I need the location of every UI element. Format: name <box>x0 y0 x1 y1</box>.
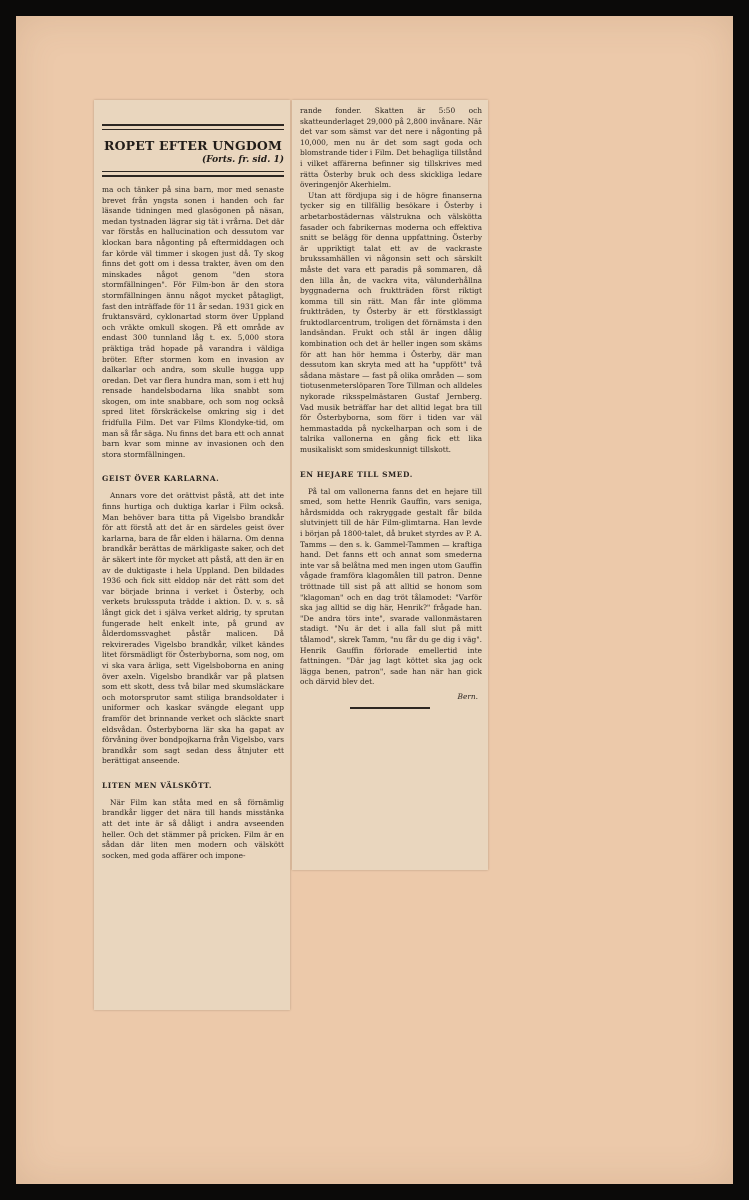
subheading-hejare: EN HEJARE TILL SMED. <box>300 469 413 479</box>
top-rule-thin <box>102 129 284 130</box>
paragraph-col1-2: Annars vore det orättvist påstå, att det inte finns hurtiga och duktiga karlar i Film också. Man behöver bara titta på Vigelsbo brandkår för att förstå att det är en särdeles geist över karlarna, bara de får elden i hälarna. Om denna brandkår berättas de märkligaste saker, och det är säkert inte för mycket att påstå, att den är en av de duktigaste i hela Uppland. Den bildades 1936 och fick sitt elddop när det rätt som det var började brinna i verket i Österby, och verkets brukssputa trädde i aktion. D. v. s. så långt gick det i själva verket aldrig, ty sprutan fungerade helt enkelt inte, på grund av ålderdomssvaghet påstår malicen. Då rekvirerades Vigelsbo brandkår, vilket kändes litet försmädligt för Österbyborna, som nog, om vi ska vara ärliga, sett Vigelsboborna en aning över axeln. Vigelsbo brandkår var på platsen som ett skott, dess två bilar med skumsläckare och motorsprutor samt stiliga brandsoldater i uniformer och kaskar svängde elegant upp framför det brinnande verket och släckte snart eldsvådan. Österbyborna lär ska ha gapat av förvåning över bondpojkarna från Vigelsbo, vars brandkår som sagt sedan dess åtnjuter ett berättigat anseende. <box>102 491 284 766</box>
paragraph-col1-3: När Film kan ståta med en så förnämlig brandkår ligger det nära till hands misstänka att det inte är så dåligt i andra avseenden heller. Och det stämmer på pricken. Film är en sådan där liten men modern och välskött socken, med goda affärer och impone- <box>102 797 284 860</box>
mounting-sheet <box>16 16 733 1184</box>
paragraph-col1-1: ma och tänker på sina barn, mor med senaste brevet från yngsta sonen i handen och far läsande tidningen med glasögonen på näsan, medan tystnaden lägrar sig tät i vrårna. Det där var förstås en hallucination och dessutom var klockan bara någonting på eftermiddagen och far körde väl timmer i skogen just då. Ty skog finns det gott om i dessa trakter, även om den minskades något genom "den stora stormfällningen". För Film-bon är den stora stormfällningen ännu något mycket påtagligt, fast den inträffade för 11 år sedan. 1931 gick en fruktansvärd, cyklonartad storm över Uppland och vräkte omkull skogen. På ett område av endast 300 tunnland låg t. ex. 5,000 stora präktiga träd hopade på varandra i väldiga bröter. Efter stormen kom en invasion av dalkarlar och andra, som skulle hugga upp oredan. Det var flera hundra man, som i ett huj rensade handelsbodarna lika snabbt som skogen, om inte snabbare, och som nog också spred litet förskräckelse omkring sig i det fridfulla Film. Det var Films Klondyke-tid, om man så får säga. Nu finns det bara ett och annat barn kvar som minne av invasionen och den stora stormfällningen. <box>102 185 284 459</box>
paragraph-col2-3: På tal om vallonerna fanns det en hejare till smed, som hette Henrik Gauffin, vars seniga, hårdsmidda och rakryggade gestalt får bilda slutvinjett till de här Film-glimtarna. Han levde i början på 1800-talet, då bruket styrdes av P. A. Tamms — den s. k. Gammel-Tammen — kraftiga hand. Det fanns ett och annat som smederna inte var så belåtna med men ingen utom Gauffin vågade framföra klagomålen till patron. Denne tröttnade till sist på att alltid se honom som "klagoman" och en dag tröt tålamodet: "Varför ska jag alltid se dig här, Henrik?" frågade han. "De andra törs inte", svarade vallonmästaren stadigt. "Nu är det i alla fall slut på mitt tålamod", skrek Tamm, "nu får du ge dig i väg". Henrik Gauffin förlorade emellertid inte fattningen. "Där jag lagt köttet ska jag ock lägga benen, patron", sade han när han gick och därvid blev det. <box>300 486 482 687</box>
headline-rule-thin <box>102 171 284 172</box>
top-rule <box>102 124 284 126</box>
continued-note: (Forts. fr. sid. 1) <box>201 155 284 165</box>
subheading-liten: LITEN MEN VÄLSKÖTT. <box>102 780 213 790</box>
subheading-geist: GEIST ÖVER KARLARNA. <box>102 474 220 484</box>
article-headline: ROPET EFTER UNGDOM <box>104 138 282 153</box>
paragraph-col2-2: Utan att fördjupa sig i de högre finanserna tycker sig en tillfällig besökare i Österby i arbetarbostädernas välstrukna och välskötta fasader och fabrikernas moderna och effektiva snitt se belägg för denna uppfattning. Österby är uppriktigt talat ett av de vackraste brukssamhällen vi någonsin sett och särskilt måste det vara ett paradis på sommaren, då den lilla ån, de vackra vita, välunderhållna byggnaderna och fruktträden först riktigt komma till sin rätt. Man får inte glömma fruktträden, ty Österby är ett förstklassigt fruktodlarcentrum, troligen det förnämsta i den landsändan. Frukt och stål är ingen dålig kombination och det är heller ingen som skäms för att han hör hemma i Österby, där man dessutom kan skryta med att ha "uppfött" två sådana mästare — fast på olika områden — som tiotusenmeterslöparen Tore Tillman och alldeles nykorade riksspelmästaren Gustaf Jernberg. Vad musik beträffar har det alltid legat bra till för Österbyborna, som förr i tiden var väl hemmastadda på nyckelharpan och som i de talrika vallonerna en gång fick ett lika musikaliskt som smideskunnigt tillskott. <box>300 190 482 454</box>
clipping-right-column <box>292 100 488 870</box>
headline-rule <box>102 175 284 177</box>
clipping-left-column <box>94 100 290 1010</box>
author-signature: Bern. <box>457 691 478 701</box>
end-rule <box>350 707 430 709</box>
paragraph-col2-1: rande fonder. Skatten är 5:50 och skatteunderlaget 29,000 på 2,800 invånare. När det var som sämst var det nere i någonting på 10,000, men nu är det som sagt goda och blomstrande tider i Film. Det behagliga tillstånd i vilket affärerna befinner sig tillskrives med rätta Österby bruk och dess skickliga ledare överingenjör Akerhielm. <box>300 106 482 190</box>
